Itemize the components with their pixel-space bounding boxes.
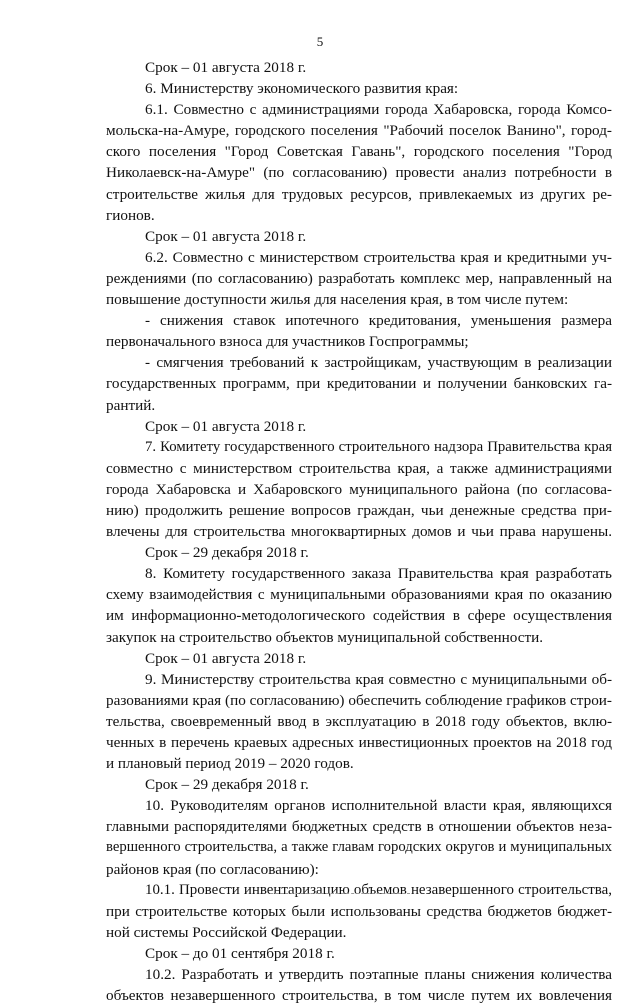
text-line: 6. Министерству экономического развития края: [145, 80, 459, 98]
text-line: схему взаимодействия с муниципальными образованиями края по оказанию [106, 586, 612, 604]
text-line: строительстве жилья для трудовых ресурсов, привлекаемых из других ре- [106, 185, 612, 203]
text-line: разованиями края (по согласованию) обеспечить соблюдение графиков строи- [106, 691, 612, 709]
scan-artifact [270, 893, 410, 900]
text-line: Срок – 29 декабря 2018 г. [145, 776, 309, 794]
text-line: - снижения ставок ипотечного кредитования, уменьшения размера [145, 312, 612, 330]
text-line: ченных в перечень краевых адресных инвестиционных проектов на 2018 год [106, 734, 612, 751]
text-line: Срок – 01 августа 2018 г. [145, 59, 307, 76]
text-line: 10.1. Провести инвентаризацию объемов незавершенного строительства, [145, 881, 612, 898]
text-line: нию) продолжить решение вопросов граждан, чьи денежные средства при- [106, 501, 612, 519]
text-line: реждениями (по согласованию) разработать комплекс мер, направленный на [106, 269, 612, 287]
text-line: 6.2. Совместно с министерством строительства края и кредитными уч- [145, 248, 612, 266]
text-line: Срок – до 01 сентября 2018 г. [145, 944, 335, 962]
text-line: 6.1. Совместно с администрациями города Хабаровска, города Комсо- [145, 101, 612, 119]
text-line: 8. Комитету государственного заказа Правительства края разработать [145, 565, 612, 583]
text-line: города Хабаровска и Хабаровского муниципального района (по согласова- [106, 480, 612, 498]
text-line: вершенного строительства, а также главам городских округов и муниципальных [106, 839, 612, 856]
text-line: повышение доступности жилья для населения края, в том числе путем: [106, 291, 569, 309]
text-line: главными распорядителями бюджетных средств в отношении объектов неза- [106, 818, 612, 836]
text-line: Срок – 29 декабря 2018 г. [145, 544, 309, 562]
text-line: мольска-на-Амуре, городского поселения "Рабочий поселок Ванино", город- [106, 122, 612, 140]
text-line: Срок – 01 августа 2018 г. [145, 649, 307, 667]
text-line: влечены для строительства многоквартирных домов и чьи права нарушены. [106, 523, 612, 541]
text-line: государственных программ, при кредитовании и получении банковских га- [106, 375, 612, 393]
text-line: 10. Руководителям органов исполнительной власти края, являющихся [145, 797, 612, 815]
text-line: совместно с министерством строительства края, а также администрациями [106, 459, 612, 477]
text-line: им информационно-методологического содействия в сфере осуществления [106, 607, 612, 625]
text-line: Срок – 01 августа 2018 г. [145, 417, 307, 435]
text-line: 9. Министерству строительства края совместно с муниципальными об- [145, 670, 612, 688]
text-line: Николаевск-на-Амуре" (по согласованию) провести анализ потребности в [106, 164, 612, 182]
text-line: ского поселения "Город Советская Гавань", городского поселения "Город [106, 143, 612, 161]
text-line: первоначального взноса для участников Госпрограммы; [106, 333, 469, 351]
text-line: 7. Комитету государственного строительного надзора Правительства края [145, 438, 612, 455]
text-line: 10.2. Разработать и утвердить поэтапные планы снижения количества [145, 966, 612, 984]
text-line: Срок – 01 августа 2018 г. [145, 227, 307, 245]
text-line: объектов незавершенного строительства, в том числе путем их вовлечения [106, 987, 612, 1005]
text-line: тельства, своевременный ввод в эксплуатацию в 2018 году объектов, вклю- [106, 712, 612, 730]
text-line: - смягчения требований к застройщикам, участвующим в реализации [145, 354, 612, 372]
text-line: районов края (по согласованию): [106, 860, 319, 878]
page-number: 5 [316, 34, 324, 49]
text-line: гионов. [106, 206, 155, 224]
text-line: ной системы Российской Федерации. [106, 923, 347, 941]
document-body [106, 57, 612, 1006]
text-line: закупок на строительство объектов муниципальной собственности. [106, 628, 544, 646]
text-line: рантий. [106, 396, 156, 414]
text-line: и плановый период 2019 – 2020 годов. [106, 755, 354, 773]
text-line: при строительстве которых были использованы средства бюджетов бюджет- [106, 902, 612, 920]
